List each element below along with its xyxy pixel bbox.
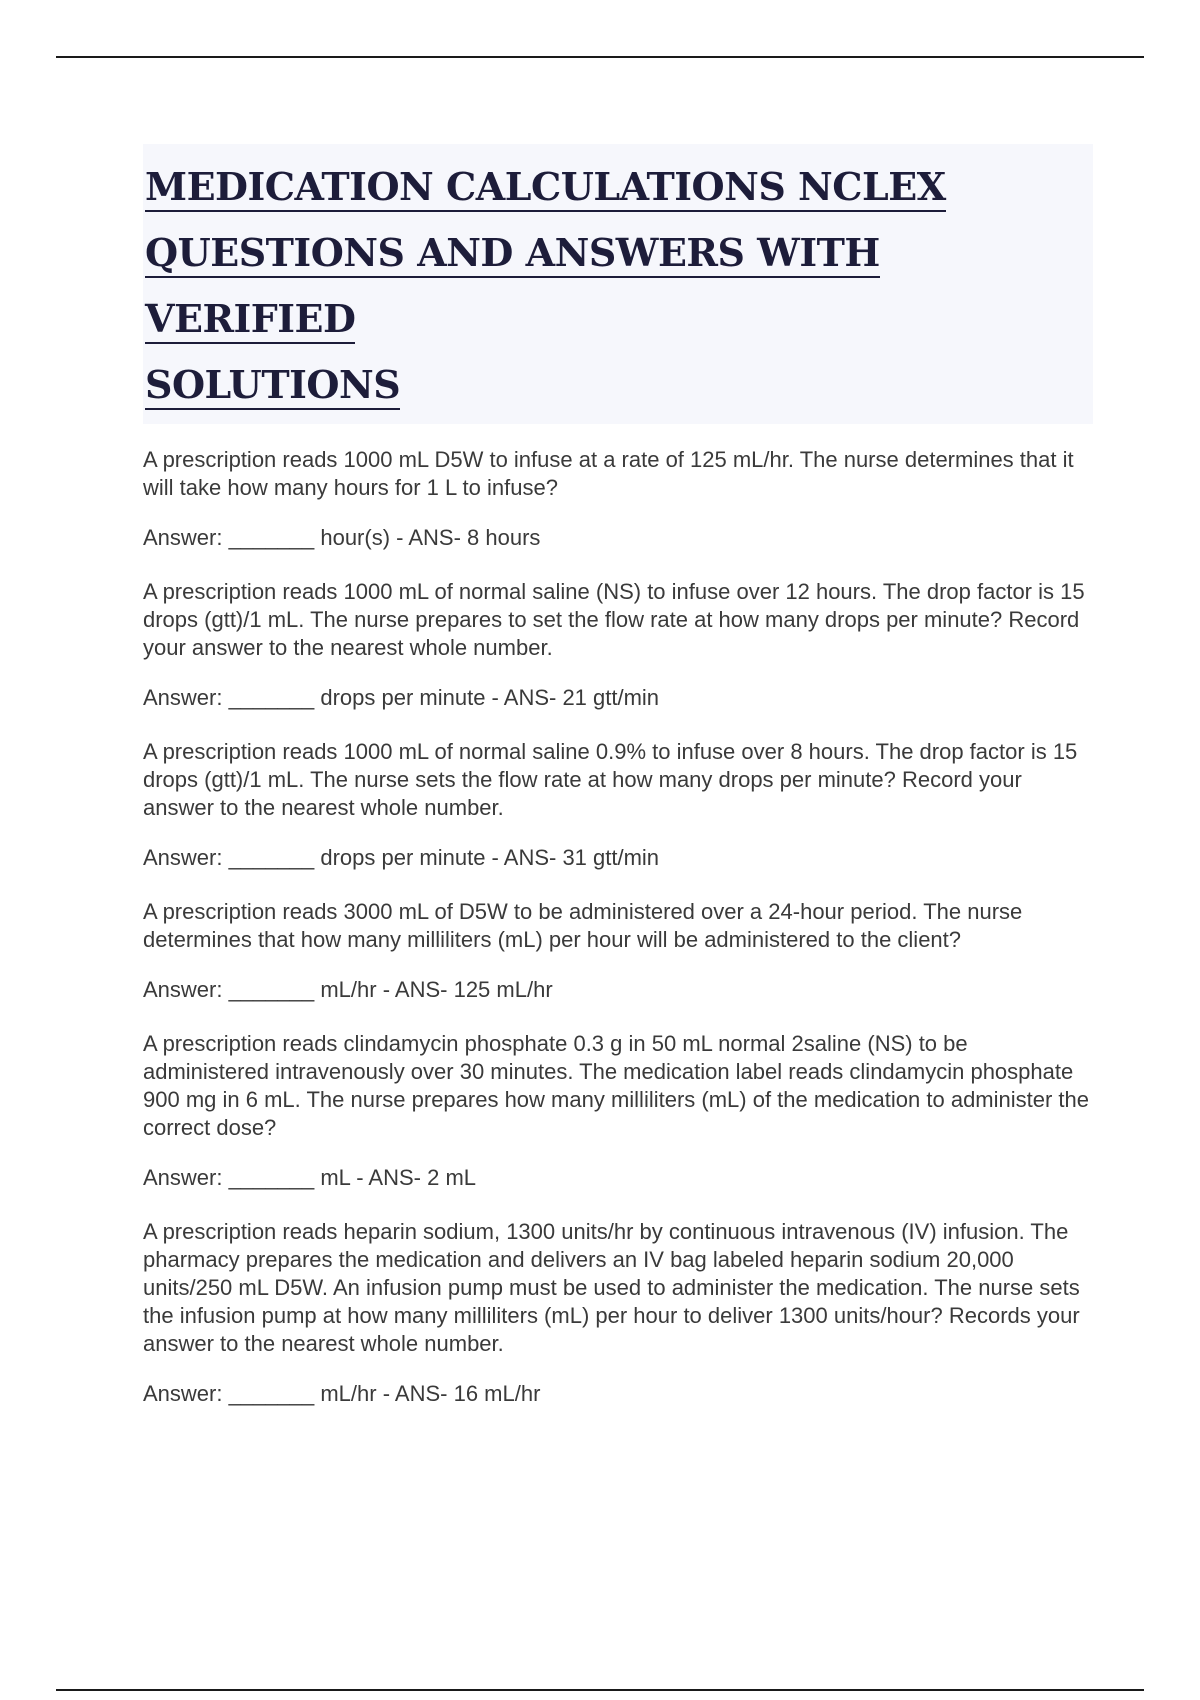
qa-item (143, 446, 1093, 552)
title-line-3: SOLUTIONS (145, 362, 400, 410)
footer-rule (56, 1689, 1144, 1691)
qa-item (143, 578, 1093, 712)
answer-text: Answer: _______ mL/hr - ANS- 125 mL/hr (143, 977, 553, 1002)
header-rule (56, 56, 1144, 58)
qa-list (143, 446, 1093, 1408)
qa-item (143, 1030, 1093, 1192)
question-text: A prescription reads 1000 mL D5W to infuse at a rate of 125 mL/hr. The nurse determines that it will take how many hours for 1 L to infuse? (143, 447, 1074, 500)
qa-item (143, 738, 1093, 872)
answer-text: Answer: _______ hour(s) - ANS- 8 hours (143, 525, 541, 550)
question-text: A prescription reads 1000 mL of normal saline (NS) to infuse over 12 hours. The drop factor is 15 drops (gtt)/1 mL. The nurse prepares to set the flow rate at how many drops per minute? Record your answer to the nearest whole number. (143, 579, 1085, 660)
document-title (145, 154, 1093, 418)
question-text: A prescription reads clindamycin phosphate 0.3 g in 50 mL normal 2saline (NS) to be administered intravenously over 30 minutes. The medication label reads clindamycin phosphate 900 mg in 6 mL. The nurse prepares how many milliliters (mL) of the medication to administer the correct dose? (143, 1031, 1090, 1140)
answer-text: Answer: _______ mL/hr - ANS- 16 mL/hr (143, 1381, 541, 1406)
question-text: A prescription reads 3000 mL of D5W to be administered over a 24-hour period. The nurse determines that how many milliliters (mL) per hour will be administered to the client? (143, 899, 1023, 952)
answer-text: Answer: _______ mL - ANS- 2 mL (143, 1165, 477, 1190)
question-text: A prescription reads 1000 mL of normal saline 0.9% to infuse over 8 hours. The drop factor is 15 drops (gtt)/1 mL. The nurse sets the flow rate at how many drops per minute? Record your answer to the nearest whole number. (143, 739, 1078, 820)
document-page (143, 144, 1093, 1434)
title-banner (143, 144, 1093, 424)
answer-text: Answer: _______ drops per minute - ANS- 31 gtt/min (143, 845, 660, 870)
question-text: A prescription reads heparin sodium, 1300 units/hr by continuous intravenous (IV) infusion. The pharmacy prepares the medication and delivers an IV bag labeled heparin sodium 20,000 units/250 mL D5W. An infusion pump must be used to administer the medication. The nurse sets the infusion pump at how many milliliters (mL) per hour to deliver 1300 units/hour? Records your answer to the nearest whole number. (143, 1219, 1080, 1356)
qa-item (143, 1218, 1093, 1408)
title-line-1: MEDICATION CALCULATIONS NCLEX (145, 164, 946, 212)
answer-text: Answer: _______ drops per minute - ANS- 21 gtt/min (143, 685, 660, 710)
qa-item (143, 898, 1093, 1004)
title-line-2: QUESTIONS AND ANSWERS WITH VERIFIED (145, 230, 880, 344)
